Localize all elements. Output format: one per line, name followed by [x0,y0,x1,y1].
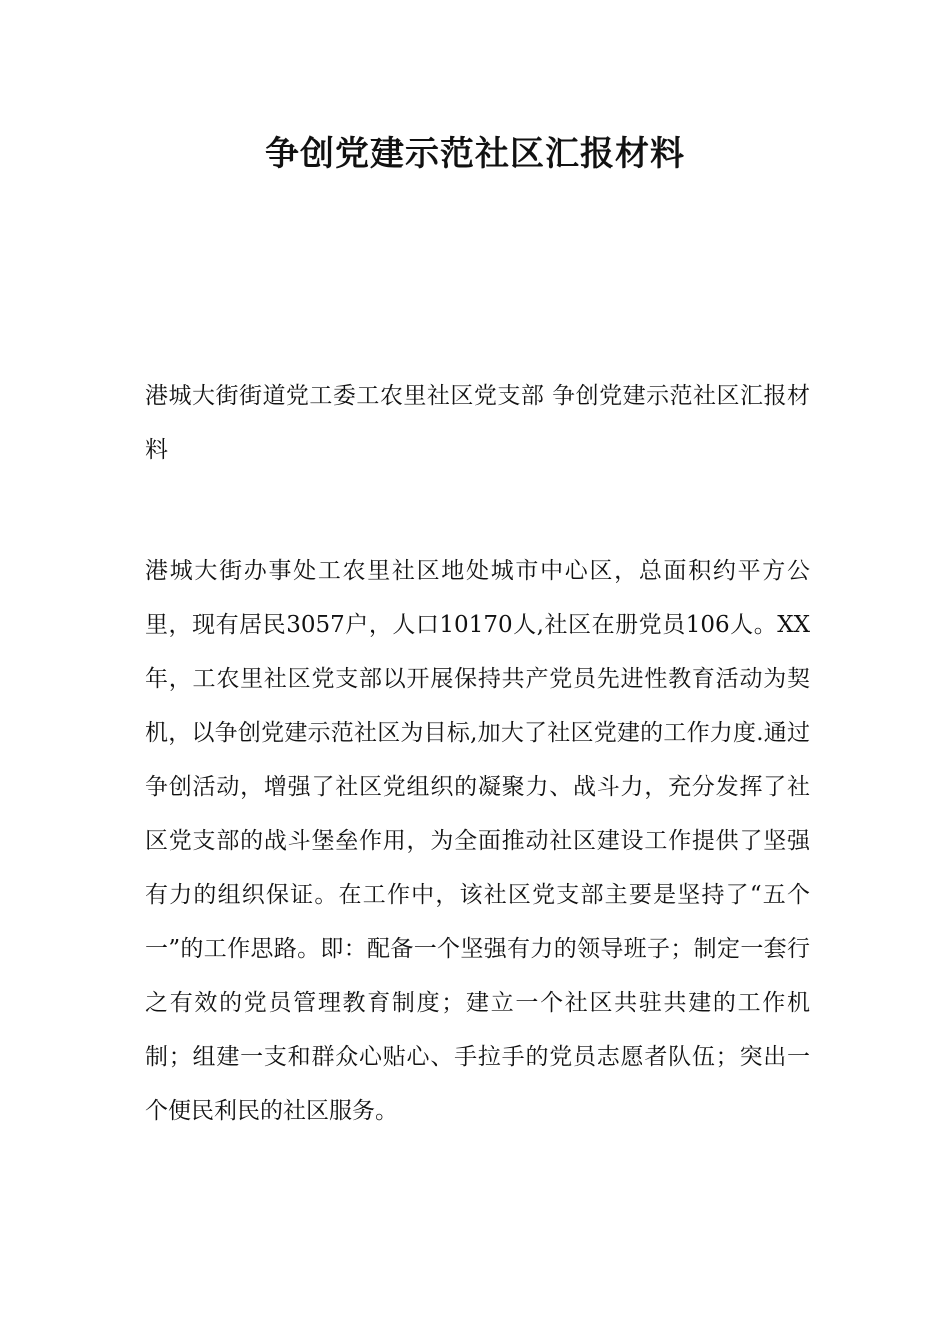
body-paragraph: 港城大街办事处工农里社区地处城市中心区，总面积约平方公里，现有居民3057户，人口10170人,社区在册党员106人。XX年，工农里社区党支部以开展保持共产党员先进性教育活动为契机，以争创党建示范社区为目标,加大了社区党建的工作力度.通过争创活动，增强了社区党组织的凝聚力、战斗力，充分发挥了社区党支部的战斗堡垒作用，为全面推动社区建设工作提供了坚强有力的组织保证。在工作中，该社区党支部主要是坚持了“五个一”的工作思路。即：配备一个坚强有力的领导班子；制定一套行之有效的党员管理教育制度；建立一个社区共驻共建的工作机制；组建一支和群众心贴心、手拉手的党员志愿者队伍；突出一个便民利民的社区服务。 [145,558,810,1124]
document-subtitle: 港城大街街道党工委工农里社区党支部 争创党建示范社区汇报材料 [145,383,810,463]
document-title: 争创党建示范社区汇报材料 [265,134,685,174]
